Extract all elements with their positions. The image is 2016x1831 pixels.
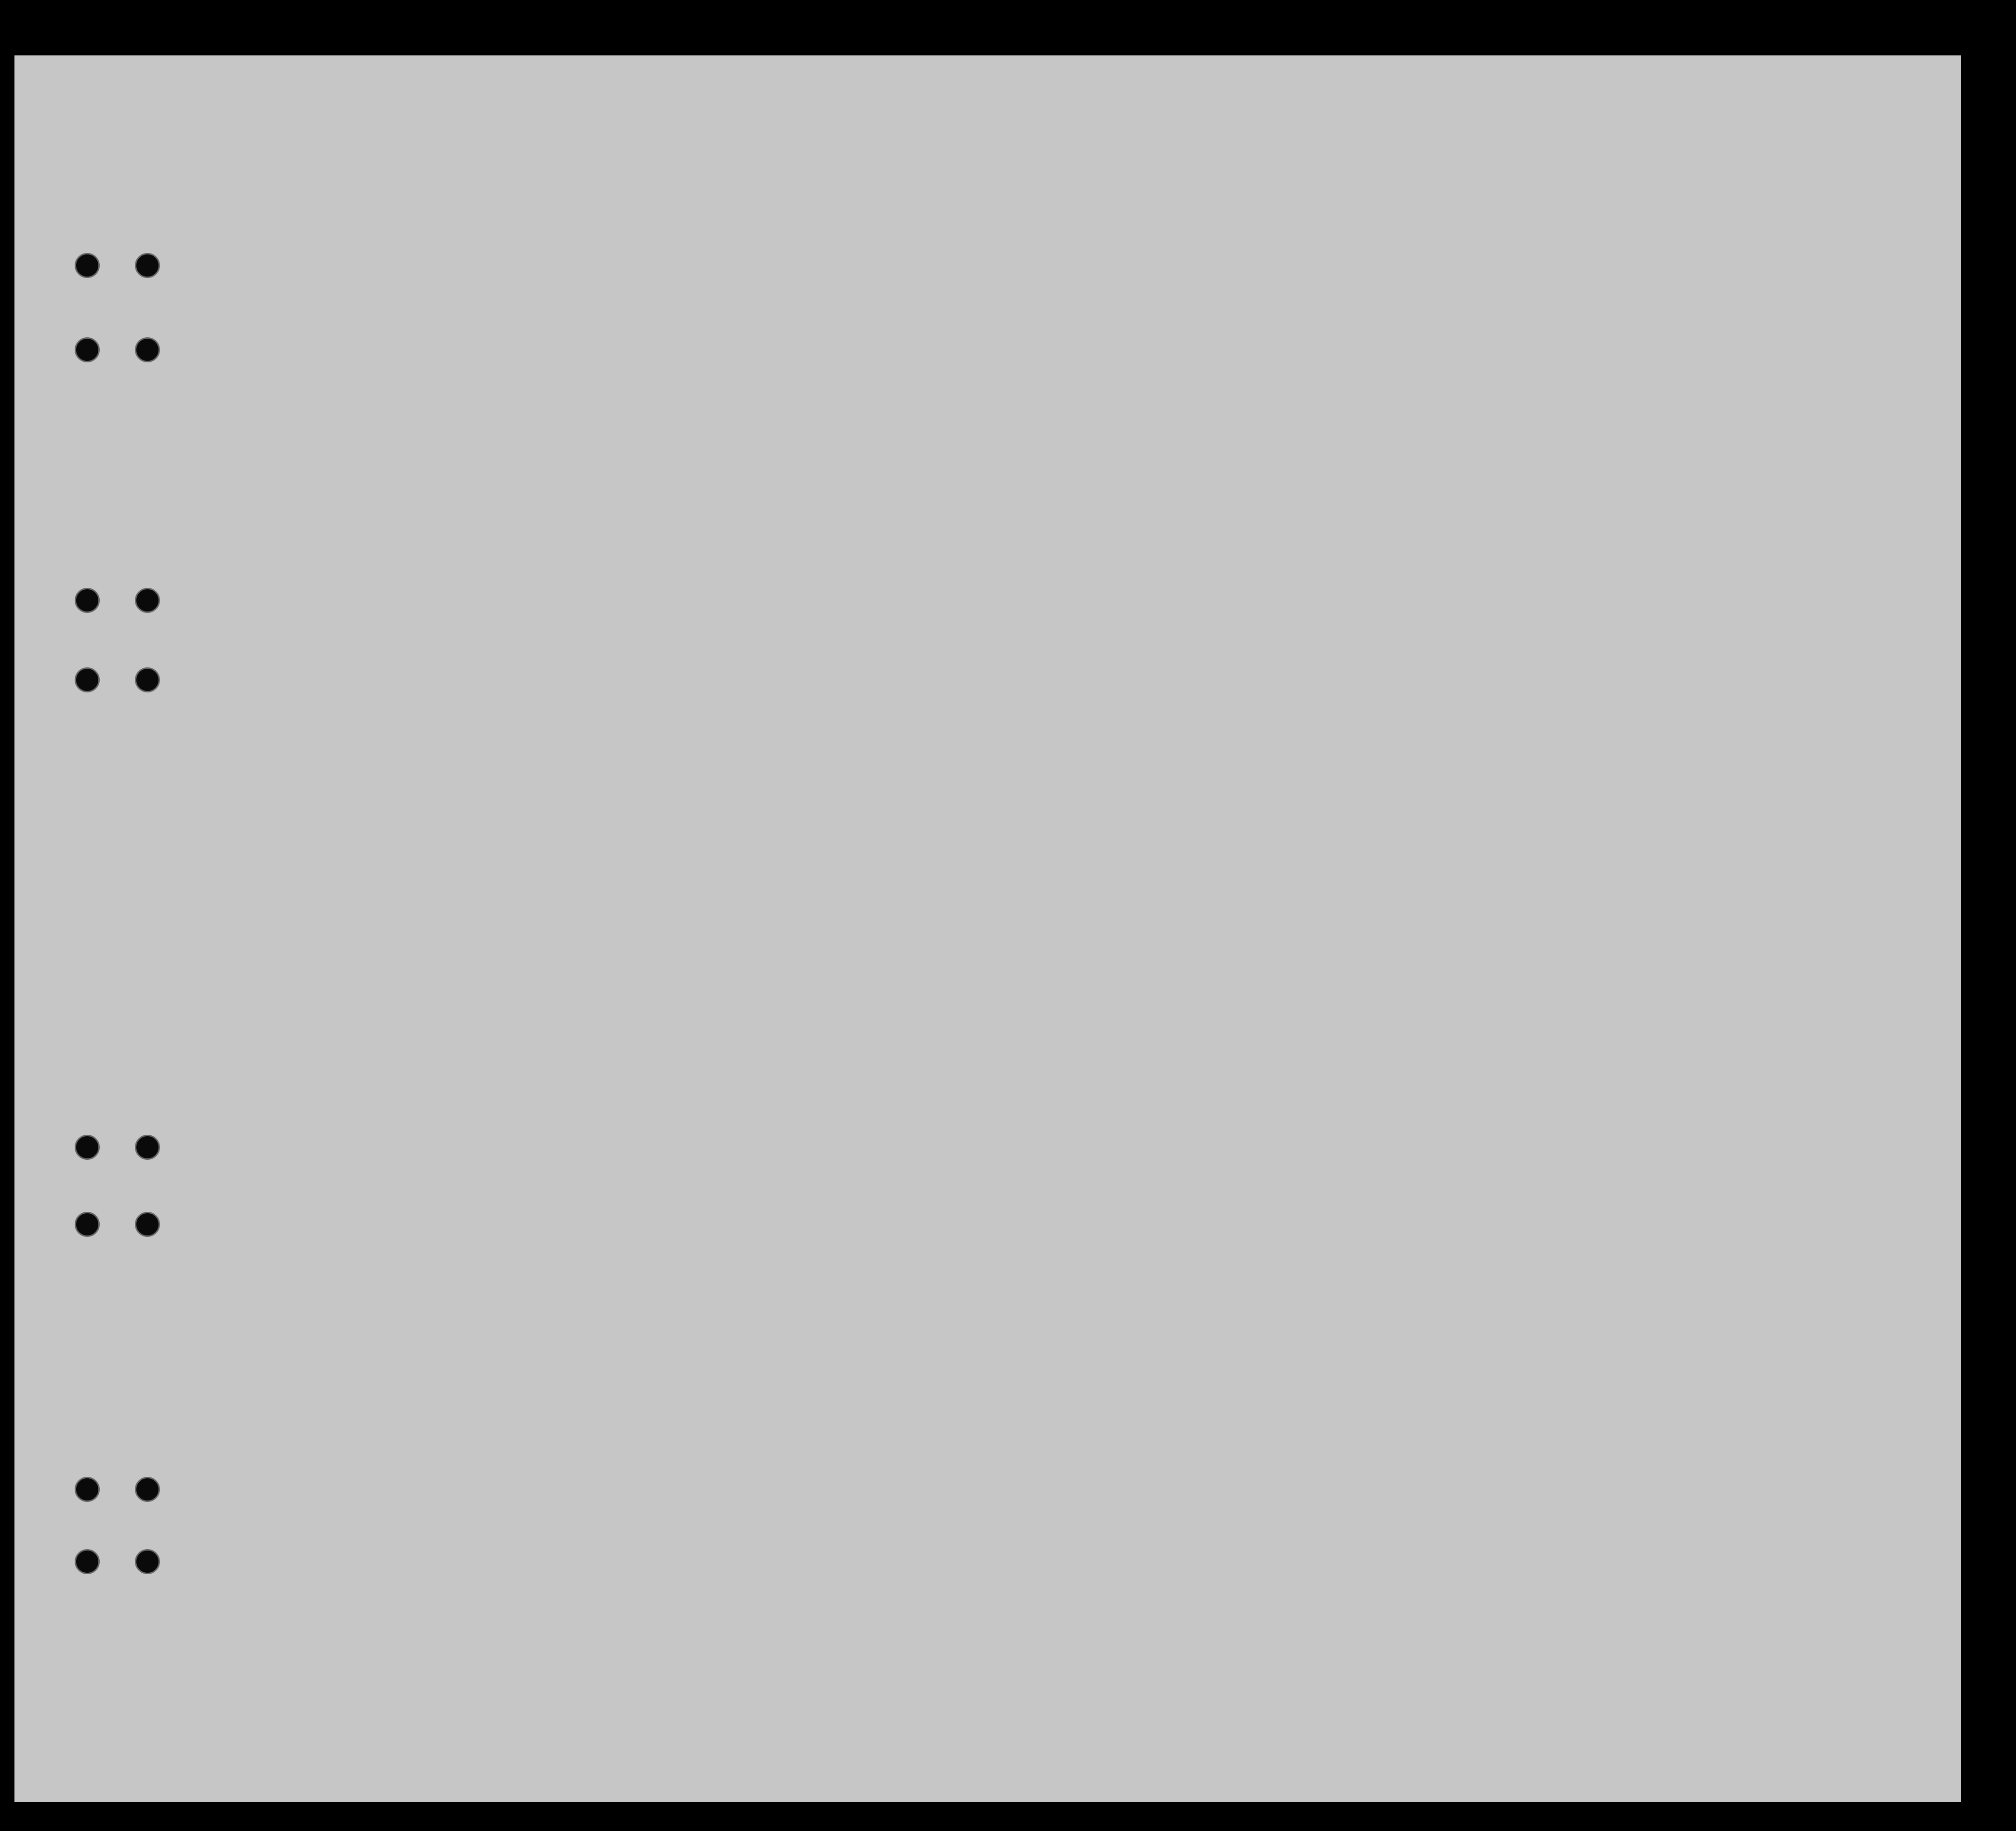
form-grid — [14, 55, 1961, 1802]
binder-hole — [135, 588, 160, 613]
binder-hole — [75, 667, 100, 692]
header-prison — [1325, 373, 1363, 518]
binder-hole — [75, 1135, 100, 1160]
header-arrested — [1531, 373, 1549, 518]
binder-hole — [135, 1135, 160, 1160]
binder-hole — [135, 667, 160, 692]
binder-hole — [135, 1212, 160, 1237]
manifest-sheet — [14, 55, 1961, 1802]
binder-hole — [75, 1549, 100, 1574]
binder-hole — [75, 1212, 100, 1237]
binder-hole — [135, 253, 160, 278]
header-purpose-return — [1218, 410, 1247, 520]
binder-hole — [135, 337, 160, 362]
binder-hole — [75, 337, 100, 362]
header-fifty-dollars — [749, 359, 777, 513]
header-purpose-length — [1258, 410, 1287, 520]
header-purpose-citizen — [1291, 410, 1320, 520]
header-anarchist — [1395, 373, 1415, 518]
binder-hole — [75, 1477, 100, 1502]
binder-hole — [75, 253, 100, 278]
header-inches — [1696, 465, 1710, 508]
binder-hole — [75, 588, 100, 613]
header-labor-offer — [1472, 373, 1510, 518]
binder-hole — [135, 1549, 160, 1574]
header-ticket — [632, 371, 659, 516]
binder-hole — [135, 1477, 160, 1502]
header-polygamist — [1371, 373, 1391, 518]
header-excluded — [1511, 373, 1528, 518]
header-overthrow — [1420, 373, 1469, 518]
header-feet — [1674, 475, 1687, 508]
